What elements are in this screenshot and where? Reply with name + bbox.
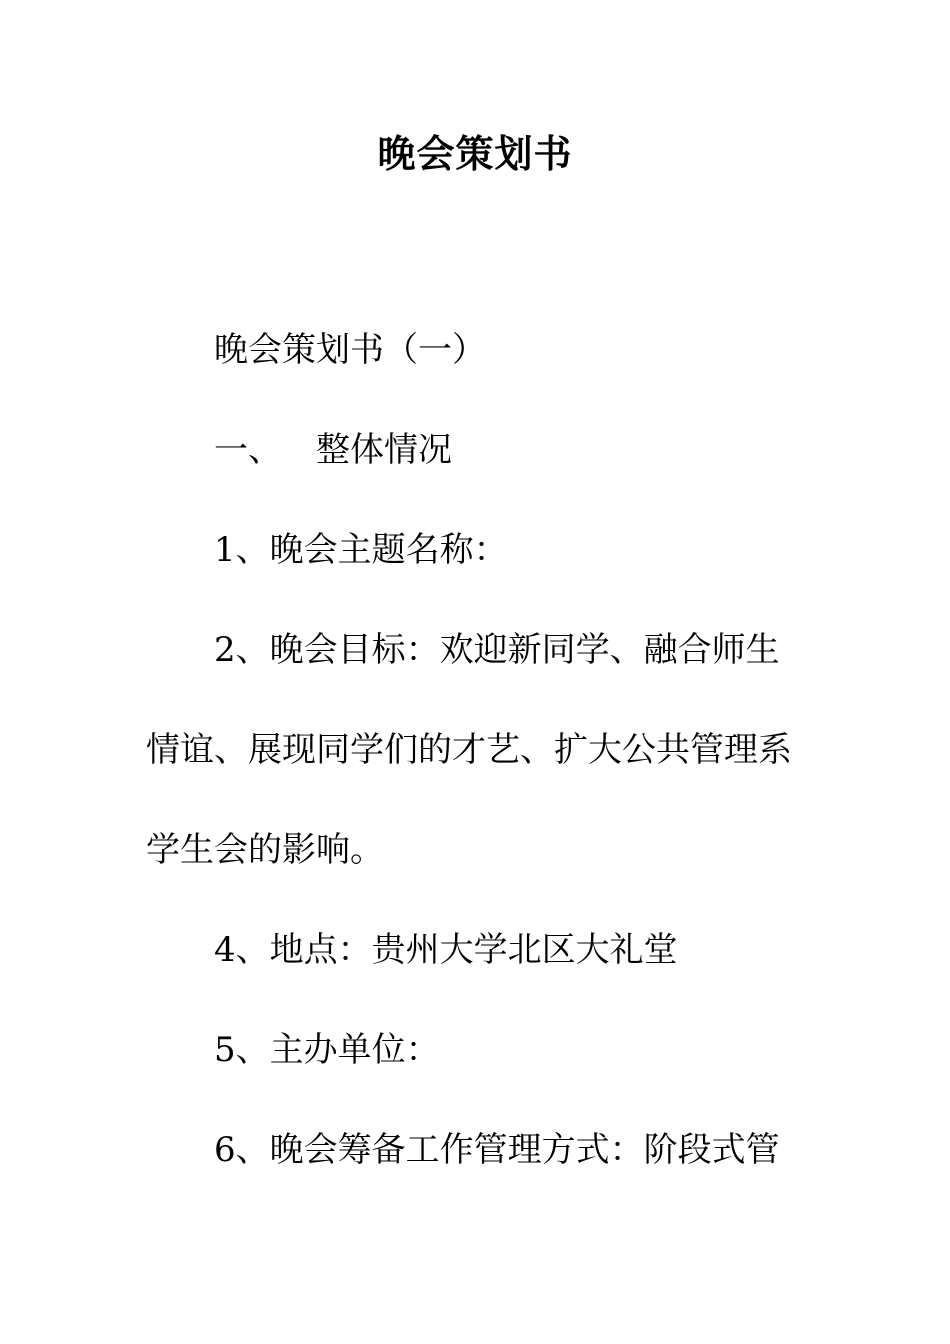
- item-1-paragraph: 1、晚会主题名称：: [214, 530, 508, 570]
- document-body: [146, 300, 806, 1200]
- item-6-paragraph: 6、晚会筹备工作管理方式：阶段式管: [214, 1130, 780, 1170]
- subtitle-paragraph: 晚会策划书（一）: [214, 330, 486, 370]
- item-2-paragraph: 2、晚会目标：欢迎新同学、融合师生情谊、展现同学们的才艺、扩大公共管理系学生会的影响。: [146, 630, 792, 870]
- section-number: 一、: [214, 430, 282, 470]
- item-4-paragraph: 4、地点：贵州大学北区大礼堂: [214, 930, 678, 970]
- section-title: 整体情况: [316, 430, 452, 470]
- section-heading: [146, 400, 806, 500]
- document-title: 晚会策划书: [377, 131, 573, 176]
- item-5-paragraph: 5、主办单位：: [214, 1030, 440, 1070]
